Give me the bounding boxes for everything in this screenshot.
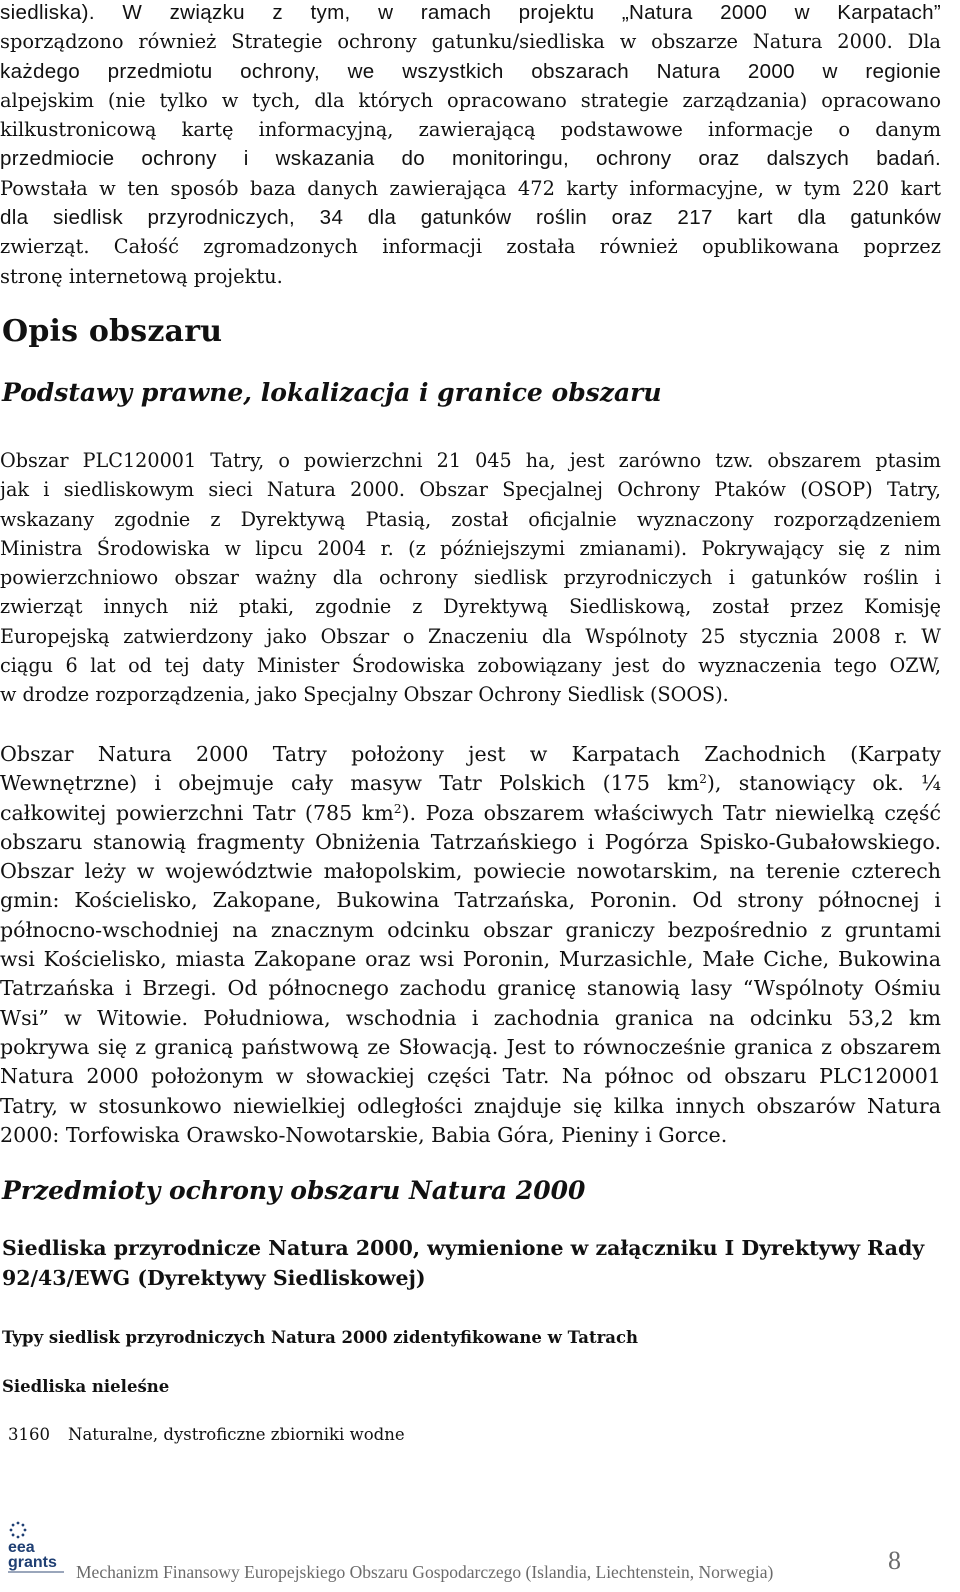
page-footer (0, 1508, 960, 1592)
habitat-name: Naturalne, dystroficzne zbiorniki wodne (68, 1425, 405, 1444)
location-paragraph (0, 740, 941, 1150)
habitats-directive-heading (2, 1234, 943, 1293)
text-line: 2000: Torfowiska Orawsko-Nowotarskie, Babia Góra, Pieniny i Gorce. (0, 1122, 728, 1147)
logo-text-top: eea (8, 1539, 35, 1556)
text-line: zwierząt. Całość zgromadzonych informacji została również opublikowana poprzez (0, 235, 941, 259)
text-line: powierzchniowo obszar ważny dla ochrony siedlisk przyrodniczych i gatunków roślin i (0, 566, 941, 590)
text-line: jak i siedliskowym sieci Natura 2000. Obszar Specjalnej Ochrony Ptaków (OSOP) Tatry, (0, 478, 941, 502)
logo-dot (22, 1524, 25, 1527)
text-line: stronę internetową projektu. (0, 264, 283, 288)
text-line (0, 799, 941, 828)
logo-dot (12, 1534, 15, 1537)
text-line: Tatrzańska i Brzegi. Od północnego zachodu granicę stanowią lasy “Wspólnoty Ośmiu (0, 976, 941, 1001)
superscript: 2 (393, 801, 402, 816)
section-title: Opis obszaru (2, 314, 223, 349)
logo-dot (22, 1534, 25, 1537)
page-number: 8 (888, 1546, 901, 1575)
eea-grants-logo (6, 1518, 68, 1576)
logo-dot (17, 1536, 20, 1539)
non-forest-habitats-heading: Siedliska nieleśne (2, 1377, 170, 1396)
text-segment: całkowitej powierzchni Tatr (785 km (0, 800, 394, 825)
text-line: każdego przedmiotu ochrony, we wszystkich obszarach Natura 2000 w regionie (0, 59, 941, 83)
text-line: alpejskim (nie tylko w tych, dla których opracowano strategie zarządzania) opracowano (0, 88, 941, 112)
text-line: wsi Kościelisko, miasta Zakopane oraz wsi Poronin, Murzasichle, Małe Ciche, Bukowina (0, 947, 941, 972)
text-segment: Wewnętrzne) i obejmuje cały masyw Tatr Polskich (175 km (0, 771, 700, 796)
legal-basis-heading: Podstawy prawne, lokalizacja i granice obszaru (2, 378, 662, 407)
text-line: Obszar PLC120001 Tatry, o powierzchni 21 045 ha, jest zarówno tzw. obszarem ptasim (0, 449, 941, 472)
text-line: zwierząt innych niż ptaki, zgodnie z Dyrektywą Siedliskową, został przez Komisję (0, 595, 941, 619)
text-segment: ), stanowiący ok. ¼ (706, 771, 941, 796)
text-line: sporządzono również Strategie ochrony gatunku/siedliska w obszarze Natura 2000. Dla (0, 30, 941, 54)
logo-dot (24, 1529, 27, 1532)
text-line: siedliska). W związku z tym, w ramach projektu „Natura 2000 w Karpatach” (0, 1, 941, 24)
text-line: Tatry, w stosunkowo niewielkiej odległości znajduje się kilka innych obszarów Natura (0, 1093, 941, 1118)
text-line: wskazany zgodnie z Dyrektywą Ptasią, został oficjalnie wyznaczony rozporządzeniem (0, 507, 941, 531)
logo-dot (10, 1529, 13, 1532)
intro-paragraph (0, 0, 941, 291)
text-line: Europejską zatwierdzony jako Obszar o Znaczeniu dla Wspólnoty 25 stycznia 2008 r. W (0, 624, 941, 648)
legal-paragraph (0, 446, 941, 710)
text-line: kilkustronicową kartę informacyjną, zawierającą podstawowe informacje o danym (0, 118, 941, 142)
heading-line: Siedliska przyrodnicze Natura 2000, wymienione w załączniku I Dyrektywy Rady (2, 1236, 925, 1260)
text-line: Natura 2000 położonym w słowackiej części Tatr. Na północ od obszaru PLC120001 (0, 1064, 941, 1089)
text-line: Obszar Natura 2000 Tatry położony jest w Karpatach Zachodnich (Karpaty (0, 742, 941, 766)
text-line: północno-wschodniej na znacznym odcinku obszar graniczy bezpośrednio z gruntami (0, 917, 941, 942)
logo-dots-icon (10, 1522, 27, 1539)
text-line: Obszar leży w województwie małopolskim, powiecie nowotarskim, na terenie czterech (0, 859, 941, 884)
logo-underline (8, 1571, 64, 1573)
heading-line: 92/43/EWG (Dyrektywy Siedliskowej) (2, 1265, 426, 1290)
text-line: gmin: Kościelisko, Zakopane, Bukowina Tatrzańska, Poronin. Od strony północnej i (0, 888, 941, 913)
superscript: 2 (699, 772, 707, 787)
logo-dot (12, 1524, 15, 1527)
text-line: ciągu 6 lat od tej daty Minister Środowiska zobowiązany jest do wyznaczenia tego OZW, (0, 654, 941, 678)
text-line: przedmiocie ochrony i wskazania do monitoringu, ochrony oraz dalszych badań. (0, 147, 941, 171)
logo-dot (17, 1522, 20, 1525)
text-line: dla siedlisk przyrodniczych, 34 dla gatunków roślin oraz 217 kart dla gatunków (0, 206, 941, 230)
habitat-types-heading: Typy siedlisk przyrodniczych Natura 2000 zidentyfikowane w Tatrach (2, 1328, 639, 1347)
text-line: pokrywa się z granicą państwową ze Słowacją. Jest to równocześnie granica z obszarem (0, 1034, 941, 1059)
text-line: w drodze rozporządzenia, jako Specjalny Obszar Ochrony Siedlisk (SOOS). (0, 683, 729, 707)
text-segment: ). Poza obszarem właściwych Tatr niewielką część (401, 800, 941, 825)
footer-text: Mechanizm Finansowy Europejskiego Obszaru Gospodarczego (Islandia, Liechtenstein, Norwegia) (76, 1562, 774, 1582)
text-line (0, 769, 941, 798)
protection-subjects-heading: Przedmioty ochrony obszaru Natura 2000 (2, 1176, 586, 1205)
logo-text-bottom: grants (8, 1554, 57, 1571)
text-line: obszaru stanowią fragmenty Obniżenia Tatrzańskiego i Pogórza Spisko-Gubałowskiego. (0, 829, 941, 854)
habitat-code: 3160 (8, 1425, 50, 1444)
habitat-row (8, 1425, 405, 1444)
text-line: Ministra Środowiska w lipcu 2004 r. (z późniejszymi zmianami). Pokrywający się z nim (0, 536, 941, 560)
text-line: Powstała w ten sposób baza danych zawierająca 472 karty informacyjne, w tym 220 kart (0, 176, 941, 200)
text-line: Wsi” w Witowie. Południowa, wschodnia i zachodnia granica na odcinku 53,2 km (0, 1005, 941, 1030)
